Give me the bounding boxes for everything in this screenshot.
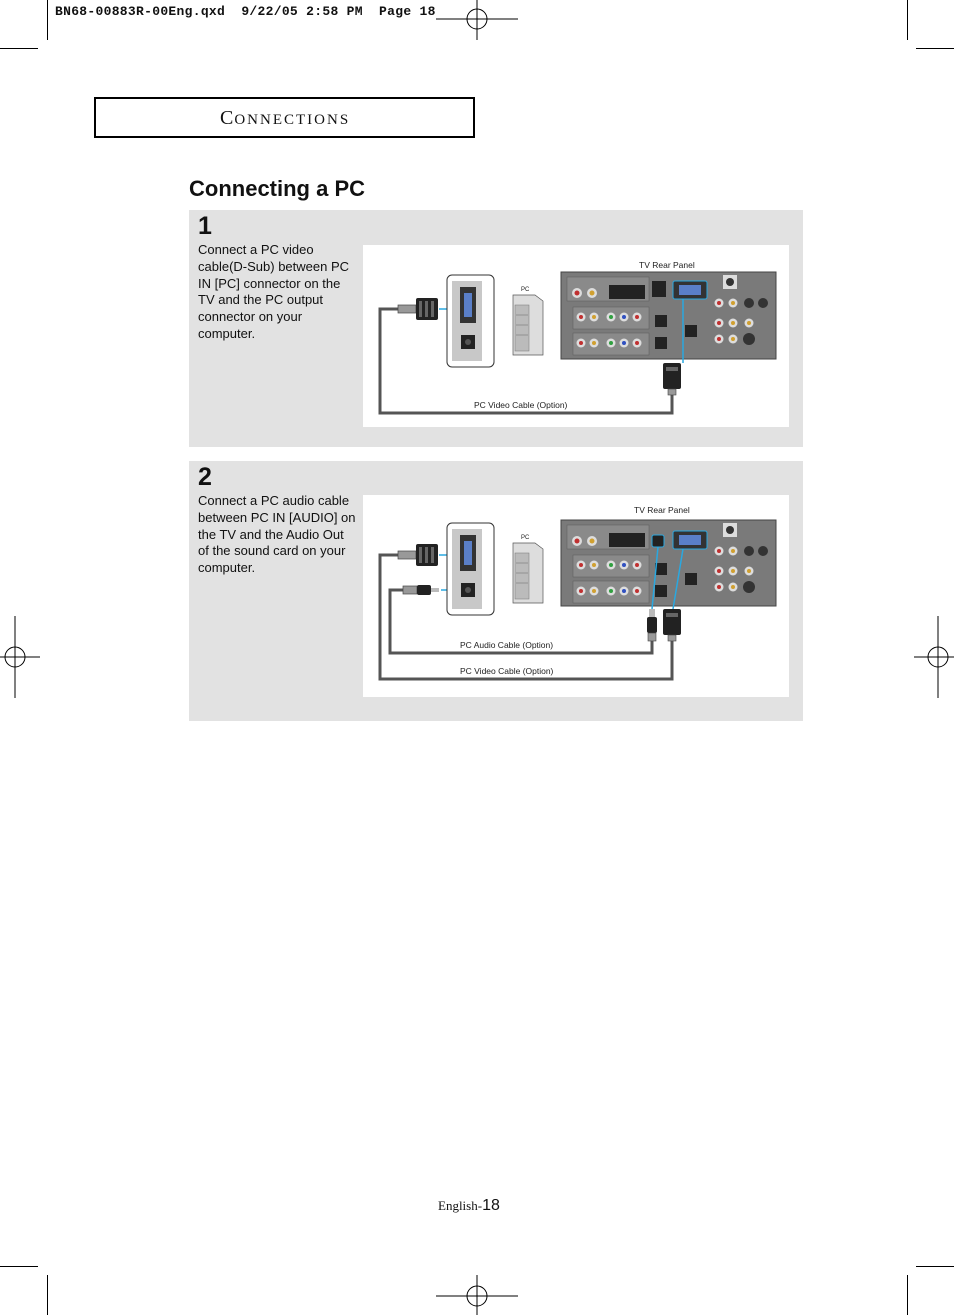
step-instructions: Connect a PC video cable(D-Sub) between PC IN [PC] connector on the TV and the PC output connector on your computer. [198, 242, 350, 341]
crop-mark [907, 0, 908, 40]
page-footer [438, 1197, 500, 1215]
pc-label: PC [521, 535, 530, 541]
step-number: 1 [198, 212, 212, 240]
crop-mark [47, 1275, 48, 1315]
tv-rear-panel-label: TV Rear Panel [634, 505, 690, 515]
pc-tower-icon [513, 287, 543, 355]
page-title: Connecting a PC [189, 176, 366, 201]
vga-plug-icon [398, 544, 438, 566]
step-instructions: Connect a PC audio cable between PC IN [AUDIO] on the TV and the Audio Out of the sound card on your computer. [198, 493, 356, 576]
crop-mark [916, 48, 954, 49]
pc-back-panel [447, 523, 494, 615]
section-header-text [220, 107, 350, 130]
section-header [94, 97, 475, 138]
section-initial: C [220, 107, 235, 129]
cable-label: PC Audio Cable (Option) [460, 640, 554, 650]
crop-mark [0, 48, 38, 49]
registration-mark-right [914, 616, 954, 698]
step-number: 2 [198, 463, 212, 491]
vga-plug-icon [663, 363, 681, 395]
tv-rear-panel [561, 272, 776, 359]
crop-mark [907, 1275, 908, 1315]
registration-mark-top [436, 0, 518, 40]
step-1-panel [189, 210, 803, 447]
crop-mark [0, 1266, 38, 1267]
vga-plug-icon [398, 298, 438, 320]
step-2-panel [189, 461, 803, 721]
audio-plug-icon [647, 609, 657, 641]
pc-back-panel [447, 275, 494, 367]
vga-plug-icon [663, 609, 681, 641]
cable-label: PC Video Cable (Option) [474, 400, 568, 410]
section-rest: ONNECTIONS [234, 112, 351, 128]
connection-diagram [363, 245, 789, 427]
tv-rear-panel-label: TV Rear Panel [639, 260, 695, 270]
crop-mark [47, 0, 48, 40]
cable-label: PC Video Cable (Option) [460, 666, 554, 676]
registration-mark-left [0, 616, 40, 698]
footer-prefix: English- [438, 1198, 483, 1213]
connection-diagram [363, 495, 789, 697]
crop-mark [916, 1266, 954, 1267]
registration-mark-bottom [436, 1275, 518, 1315]
pc-label: PC [521, 287, 530, 293]
file-slug: BN68-00883R-00Eng.qxd 9/22/05 2:58 PM Page 18 [55, 4, 436, 19]
page-number: 18 [482, 1197, 500, 1214]
tv-rear-panel [561, 520, 776, 606]
pc-tower-icon [513, 535, 543, 603]
audio-plug-icon [403, 585, 439, 595]
